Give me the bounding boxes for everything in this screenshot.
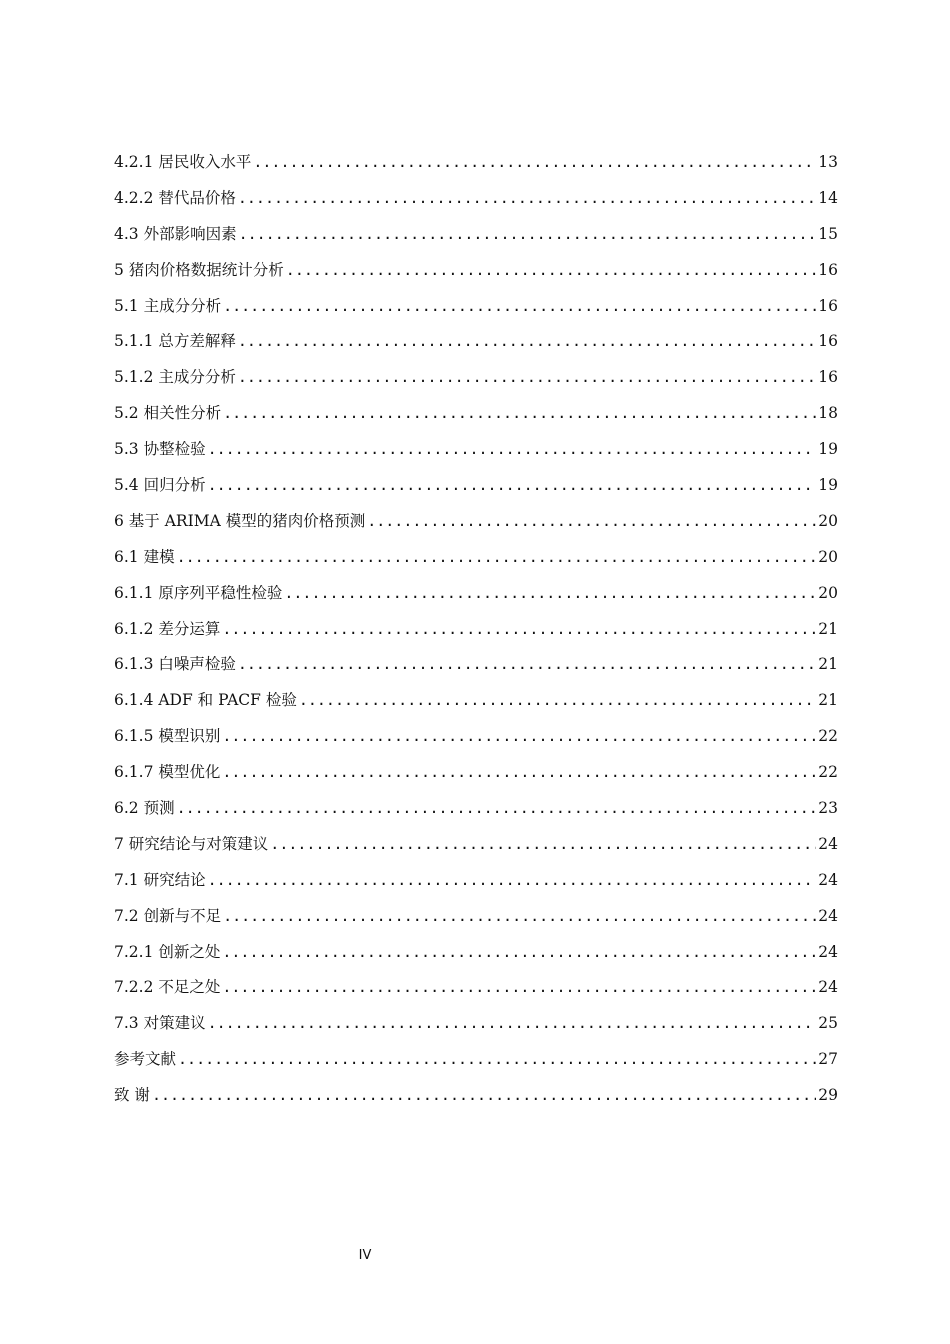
toc-dot-leader [238,188,816,208]
toc-entry-page: 21 [818,655,838,674]
toc-entry[interactable] [114,583,838,619]
toc-entry-page: 16 [818,368,838,387]
toc-entry-title: 6.2 预测 [114,799,175,818]
toc-dot-leader [208,439,816,459]
toc-entry-title: 7.2.1 创新之处 [114,942,221,961]
toc-entry[interactable] [114,224,838,260]
toc-entry-page: 21 [818,691,838,710]
toc-entry-page: 22 [818,727,838,746]
toc-entry[interactable] [114,726,838,762]
toc-entry[interactable] [114,834,838,870]
toc-entry-title: 5.3 协整检验 [114,440,206,459]
toc-entry[interactable] [114,977,838,1013]
toc-entry-title: 5.2 相关性分析 [114,404,222,423]
toc-entry[interactable] [114,906,838,942]
toc-entry-title: 7.2 创新与不足 [114,906,222,925]
toc-entry-page: 27 [818,1050,838,1069]
toc-entry[interactable] [114,1013,838,1049]
toc-entry-page: 24 [818,942,838,961]
toc-entry-title: 6.1.4 ADF 和 PACF 检验 [114,691,297,710]
toc-entry-title: 6.1 建模 [114,547,175,566]
toc-dot-leader [253,152,816,172]
toc-entry[interactable] [114,331,838,367]
toc-entry-title: 6 基于 ARIMA 模型的猪肉价格预测 [114,511,366,530]
toc-entry[interactable] [114,296,838,332]
toc-entry[interactable] [114,619,838,655]
toc-entry-title: 4.2.1 居民收入水平 [114,153,252,171]
toc-entry-page: 22 [818,763,838,782]
toc-entry-page: 16 [818,296,838,315]
toc-entry[interactable] [114,1085,838,1121]
toc-entry-page: 13 [818,153,838,171]
toc-entry-title: 7.1 研究结论 [114,870,206,889]
toc-dot-leader [239,224,816,244]
toc-entry-title: 6.1.1 原序列平稳性检验 [114,583,283,602]
toc-entry-title: 6.1.7 模型优化 [114,763,221,782]
page-number: IV [358,1248,372,1263]
toc-entry-title: 7.3 对策建议 [114,1014,206,1033]
toc-entry-page: 20 [818,511,838,530]
toc-entry-title: 4.2.2 替代品价格 [114,188,236,207]
table-of-contents [114,152,838,1121]
toc-dot-leader [238,367,816,387]
toc-dot-leader [208,870,816,890]
toc-entry-title: 参考文献 [114,1050,177,1069]
toc-entry[interactable] [114,654,838,690]
toc-entry[interactable] [114,1049,838,1085]
toc-dot-leader [222,977,816,997]
toc-entry-page: 24 [818,978,838,997]
toc-entry[interactable] [114,403,838,439]
toc-dot-leader [284,583,816,603]
toc-entry-title: 5.1 主成分分析 [114,296,222,315]
toc-entry-title: 5.1.1 总方差解释 [114,332,236,351]
toc-dot-leader [223,296,816,316]
toc-entry-page: 21 [818,619,838,638]
toc-entry-title: 7 研究结论与对策建议 [114,834,269,853]
toc-dot-leader [299,690,816,710]
toc-entry-title: 6.1.2 差分运算 [114,619,221,638]
toc-entry-page: 14 [818,188,838,207]
toc-dot-leader [223,403,816,423]
toc-entry-page: 23 [818,799,838,818]
toc-dot-leader [223,906,816,926]
toc-entry[interactable] [114,367,838,403]
toc-dot-leader [222,619,816,639]
toc-entry-title: 6.1.3 白噪声检验 [114,655,236,674]
toc-entry-title: 5.4 回归分析 [114,476,206,495]
toc-dot-leader [286,260,816,280]
toc-entry[interactable] [114,188,838,224]
toc-dot-leader [208,475,816,495]
toc-entry[interactable] [114,762,838,798]
toc-entry-page: 25 [818,1014,838,1033]
toc-entry[interactable] [114,547,838,583]
toc-entry-page: 16 [818,332,838,351]
toc-entry-title: 5.1.2 主成分分析 [114,368,236,387]
toc-entry-title: 致 谢 [114,1086,150,1105]
toc-entry-page: 16 [818,260,838,279]
toc-entry[interactable] [114,439,838,475]
toc-entry[interactable] [114,152,838,188]
toc-dot-leader [178,1049,816,1069]
toc-entry-title: 6.1.5 模型识别 [114,727,221,746]
toc-entry-page: 24 [818,870,838,889]
toc-entry[interactable] [114,942,838,978]
toc-dot-leader [367,511,816,531]
toc-entry[interactable] [114,475,838,511]
toc-dot-leader [177,547,816,567]
toc-entry-page: 20 [818,583,838,602]
toc-entry[interactable] [114,690,838,726]
toc-entry-title: 4.3 外部影响因素 [114,224,237,243]
toc-dot-leader [222,942,816,962]
toc-dot-leader [222,762,816,782]
toc-dot-leader [238,331,816,351]
toc-dot-leader [177,798,816,818]
toc-entry[interactable] [114,511,838,547]
toc-dot-leader [208,1013,816,1033]
toc-dot-leader [238,654,816,674]
toc-entry[interactable] [114,870,838,906]
toc-entry[interactable] [114,798,838,834]
toc-entry-page: 20 [818,547,838,566]
toc-entry-page: 19 [818,476,838,495]
toc-entry-page: 29 [818,1086,838,1105]
toc-dot-leader [222,726,816,746]
toc-entry-page: 24 [818,906,838,925]
toc-dot-leader [152,1085,816,1105]
toc-dot-leader [270,834,816,854]
toc-entry-page: 18 [818,404,838,423]
toc-entry-title: 5 猪肉价格数据统计分析 [114,260,284,279]
toc-entry-page: 24 [818,834,838,853]
toc-entry[interactable] [114,260,838,296]
toc-entry-page: 15 [818,224,838,243]
toc-entry-title: 7.2.2 不足之处 [114,978,221,997]
toc-entry-page: 19 [818,440,838,459]
